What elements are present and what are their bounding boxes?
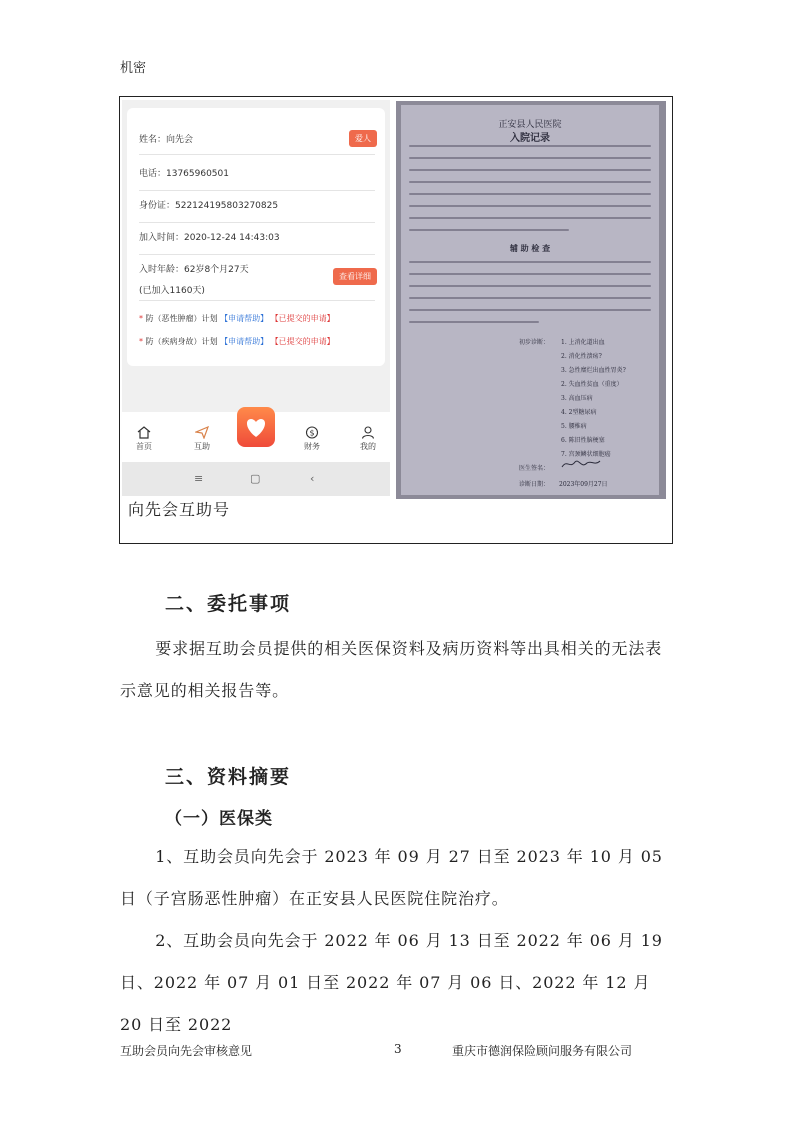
- system-nav-bar: [122, 462, 390, 496]
- section-2-body: 要求据互助会员提供的相关医保资料及病历资料等出具相关的无法表示意见的相关报告等。: [120, 639, 663, 700]
- diagnosis-item: 3. 高血压病: [561, 395, 593, 402]
- diagnosis-date-label: 诊断日期：: [519, 481, 550, 488]
- back-nav-key[interactable]: ‹: [310, 472, 315, 485]
- home-icon: [137, 426, 151, 439]
- scan-text-line: [409, 321, 539, 323]
- doctor-signature-label: 医生签名：: [519, 465, 550, 472]
- scan-text-line: [409, 285, 651, 287]
- scan-text-line: [409, 205, 651, 207]
- footer-company: 重庆市德润保险顾问服务有限公司: [452, 1044, 633, 1058]
- view-detail-button[interactable]: 查看详细: [333, 268, 377, 285]
- relation-tag[interactable]: 爱人: [349, 130, 377, 147]
- diagnosis-date: 2023年09月27日: [559, 481, 608, 488]
- diagnosis-item: 6. 陈旧性脑梗塞: [561, 437, 605, 444]
- scan-text-line: [409, 181, 651, 183]
- diagnosis-item: 7. 宫颈鳞状细胞癌: [561, 451, 611, 458]
- scan-text-line: [409, 145, 651, 147]
- diagnosis-item: 5. 腰椎病: [561, 423, 587, 430]
- scanned-paper: [401, 105, 659, 495]
- page-number: 3: [394, 1042, 402, 1056]
- diagnosis-item: 2. 消化性溃疡?: [561, 353, 602, 360]
- aux-exam-heading: 辅 助 检 查: [509, 243, 551, 253]
- money-icon: [305, 426, 319, 439]
- joined-days-text: (已加入1160天): [139, 286, 205, 296]
- insurance-item-1: 1、互助会员向先会于 2023 年 09 月 27 日至 2023 年 10 月 05 日（子宫肠恶性肿瘤）在正安县人民医院住院治疗。: [120, 847, 663, 908]
- scan-text-line: [409, 157, 651, 159]
- doctor-signature: [561, 457, 601, 471]
- section-2-title: 二、委托事项: [165, 593, 292, 615]
- apply-help-link[interactable]: 【申请帮助】: [220, 337, 269, 346]
- submitted-applications-link[interactable]: 【已提交的申请】: [270, 337, 335, 346]
- scan-text-line: [409, 309, 651, 311]
- scan-text-line: [409, 261, 651, 263]
- scan-text-line: [409, 169, 651, 171]
- member-app-screenshot: [122, 100, 390, 496]
- diagnosis-item: 4. 2型糖尿病: [561, 409, 597, 416]
- join-age-text: 入时年龄：62岁8个月27天: [139, 265, 249, 275]
- center-heart-button[interactable]: [237, 407, 275, 447]
- apply-help-link[interactable]: 【申请帮助】: [220, 314, 269, 323]
- tab-mine[interactable]: 我的: [348, 426, 388, 452]
- scan-text-line: [409, 217, 651, 219]
- scan-text-line: [409, 193, 651, 195]
- join-time-row: [139, 230, 375, 255]
- id-row: [139, 198, 375, 223]
- diagnosis-item: 2. 失血性贫血（重度）: [561, 381, 623, 388]
- send-icon: [195, 426, 209, 439]
- evidence-figure: [119, 96, 673, 544]
- diagnosis-item: 3. 急性糜烂出血性胃炎?: [561, 367, 626, 374]
- screenshot-caption: 向先会互助号: [128, 500, 231, 519]
- plan-row-cancer: * 防（恶性肿瘤）计划 【申请帮助】 【已提交的申请】: [139, 314, 335, 323]
- join-time-text: 加入时间：2020-12-24 14:43:03: [139, 233, 280, 243]
- confidential-label: 机密: [120, 61, 147, 76]
- home-nav-key[interactable]: ▢: [250, 472, 261, 485]
- scan-text-line: [409, 273, 651, 275]
- scan-text-line: [409, 229, 569, 231]
- svg-text:$: $: [309, 428, 315, 438]
- submitted-applications-link[interactable]: 【已提交的申请】: [270, 314, 335, 323]
- footer-left: 互助会员向先会审核意见: [120, 1044, 253, 1058]
- tab-mutual-aid[interactable]: 互助: [182, 426, 222, 452]
- insurance-item-2: 2、互助会员向先会于 2022 年 06 月 13 日至 2022 年 06 月 19 日、2022 年 07 月 01 日至 2022 年 07 月 06 日、2022 年 12 月 20 日至 2022: [120, 931, 663, 1034]
- medical-insurance-subtitle: （一）医保类: [165, 809, 273, 829]
- section-3-title: 三、资料摘要: [165, 766, 292, 788]
- member-card: [127, 108, 385, 366]
- plan-row-death: * 防（疾病身故）计划 【申请帮助】 【已提交的申请】: [139, 337, 335, 346]
- heart-icon: [237, 407, 275, 447]
- diagnosis-label: 初步诊断：: [519, 339, 550, 346]
- menu-nav-key[interactable]: ≡: [194, 472, 204, 485]
- phone-text: 电话：13765960501: [139, 169, 229, 179]
- admission-record-scan: [396, 101, 666, 499]
- id-text: 身份证：522124195803270825: [139, 201, 279, 211]
- user-icon: [361, 426, 375, 439]
- name-row: [139, 132, 375, 155]
- record-title: 入院记录: [510, 133, 550, 144]
- tab-finance[interactable]: $ 财务: [292, 426, 332, 452]
- name-text: 姓名：向先会: [139, 135, 194, 145]
- phone-row: [139, 166, 375, 191]
- scan-text-line: [409, 297, 651, 299]
- hospital-name: 正安县人民医院: [498, 120, 562, 130]
- tab-home[interactable]: 首页: [124, 426, 164, 452]
- diagnosis-item: 1. 上消化道出血: [561, 339, 605, 346]
